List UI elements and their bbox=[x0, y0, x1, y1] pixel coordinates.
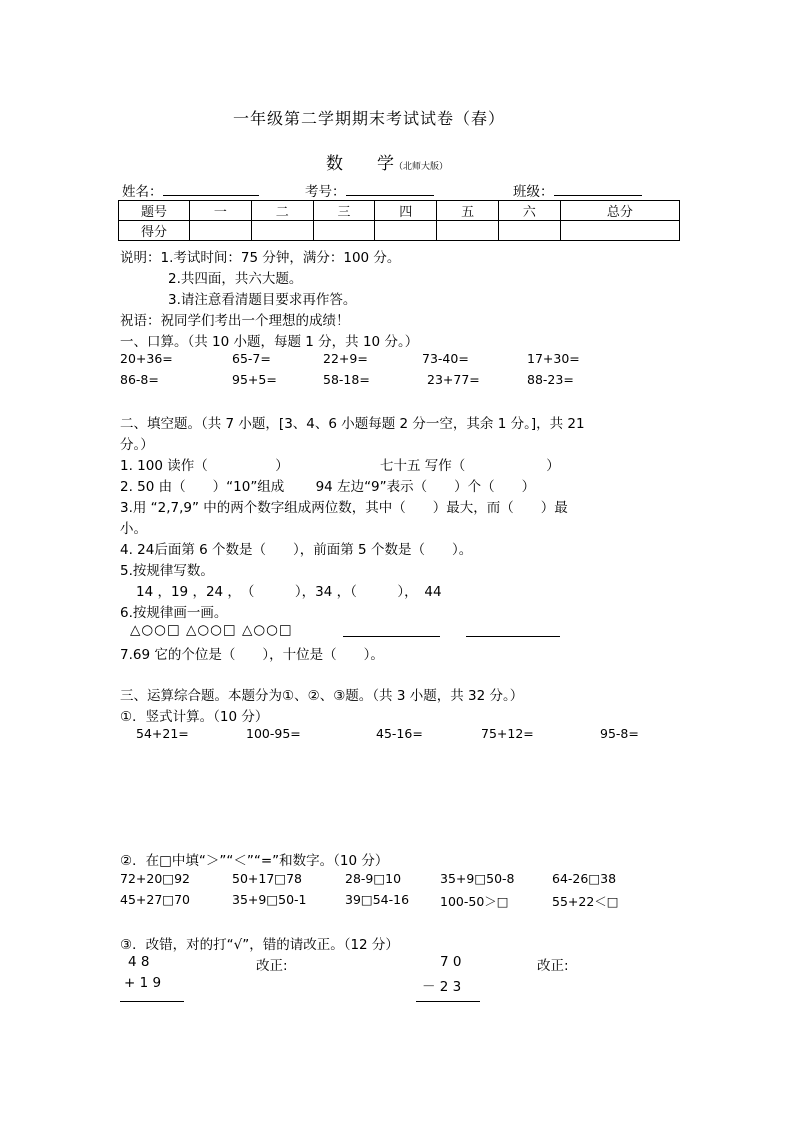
score-table-header-row bbox=[119, 201, 680, 221]
name-label: 姓名： bbox=[122, 184, 163, 200]
question-5-sequence: 14 ，19 ，24 ， （ ），34 ，（ ）， 44 bbox=[136, 584, 442, 600]
name-field bbox=[122, 180, 259, 200]
score-input-cell[interactable] bbox=[190, 221, 252, 241]
class-label: 班级： bbox=[513, 184, 554, 200]
oral-item: 17+30= bbox=[527, 351, 580, 366]
question-4: 4. 24后面第 6 个数是（ ），前面第 5 个数是（ ）。 bbox=[120, 542, 473, 558]
score-input-cell[interactable] bbox=[375, 221, 437, 241]
question-6-pattern: △○○□ △○○□ △○○□ bbox=[130, 622, 293, 638]
score-input-cell[interactable] bbox=[313, 221, 375, 241]
score-cell: 总分 bbox=[560, 201, 679, 221]
oral-item: 65-7= bbox=[232, 351, 271, 366]
score-row-label: 得分 bbox=[119, 221, 190, 241]
correction-2-fix-label: 改正: bbox=[537, 958, 569, 974]
question-5: 5.按规律写数。 bbox=[120, 563, 214, 579]
correction-2-bottom: － 2 3 bbox=[422, 979, 462, 995]
notes-line-2: 2.共四面，共六大题。 bbox=[168, 271, 303, 287]
section2-heading-cont: 分。） bbox=[120, 437, 154, 453]
id-field bbox=[305, 180, 434, 200]
compare-item: 100-50＞□ bbox=[440, 894, 509, 909]
compare-item: 35+9□50-8 bbox=[440, 871, 515, 886]
pattern-answer-line[interactable] bbox=[466, 636, 560, 637]
correction-1-top: 4 8 bbox=[128, 954, 150, 970]
score-input-cell[interactable] bbox=[498, 221, 560, 241]
compare-item: 28-9□10 bbox=[345, 871, 402, 886]
exam-title: 一年级第二学期期末考试试卷（春） bbox=[233, 109, 506, 128]
oral-item: 88-23= bbox=[527, 372, 574, 387]
subject-title bbox=[326, 149, 448, 174]
score-cell: 二 bbox=[251, 201, 313, 221]
score-input-cell[interactable] bbox=[251, 221, 313, 241]
question-1b: 七十五 写作（ ） bbox=[380, 458, 560, 474]
edition-label: （北师大版） bbox=[394, 162, 449, 172]
part3-heading: ③．改错，对的打“√”，错的请改正。（12 分） bbox=[120, 937, 399, 953]
oral-item: 23+77= bbox=[427, 372, 480, 387]
compare-item: 50+17□78 bbox=[232, 871, 303, 886]
question-6: 6.按规律画一画。 bbox=[120, 605, 228, 621]
id-blank[interactable] bbox=[346, 181, 434, 196]
oral-item: 20+36= bbox=[120, 351, 173, 366]
correction-2-underline bbox=[416, 1001, 480, 1002]
score-cell: 五 bbox=[437, 201, 499, 221]
score-cell: 三 bbox=[313, 201, 375, 221]
subject-name: 数 学 bbox=[326, 154, 394, 174]
oral-item: 22+9= bbox=[323, 351, 368, 366]
compare-item: 55+22＜□ bbox=[552, 894, 619, 909]
oral-item: 58-18= bbox=[323, 372, 370, 387]
correction-1-fix-label: 改正: bbox=[256, 958, 288, 974]
score-input-cell[interactable] bbox=[437, 221, 499, 241]
correction-1-underline bbox=[120, 1001, 184, 1002]
compare-item: 64-26□38 bbox=[552, 871, 617, 886]
question-7: 7.69 它的个位是（ ），十位是（ ）。 bbox=[120, 647, 384, 663]
compare-item: 35+9□50-1 bbox=[232, 892, 307, 907]
oral-item: 86-8= bbox=[120, 372, 159, 387]
compare-item: 72+20□92 bbox=[120, 871, 191, 886]
compare-item: 45+27□70 bbox=[120, 892, 191, 907]
score-cell: 四 bbox=[375, 201, 437, 221]
vertical-calc-item: 54+21= bbox=[136, 726, 189, 741]
id-label: 考号： bbox=[305, 184, 346, 200]
section2-heading: 二、填空题。（共 7 小题，[3、4、6 小题每题 2 分一空，其余 1 分。]，共 21 bbox=[120, 416, 585, 432]
class-field bbox=[513, 180, 642, 200]
section1-heading: 一、口算。（共 10 小题，每题 1 分，共 10 分。） bbox=[120, 334, 419, 350]
score-cell: 一 bbox=[190, 201, 252, 221]
score-input-cell[interactable] bbox=[560, 221, 679, 241]
question-3-cont: 小。 bbox=[120, 521, 147, 537]
correction-2-top: 7 0 bbox=[440, 954, 462, 970]
notes-line-3: 3.请注意看清题目要求再作答。 bbox=[168, 292, 357, 308]
class-blank[interactable] bbox=[554, 181, 642, 196]
compare-item: 39□54-16 bbox=[345, 892, 410, 907]
section3-heading: 三、运算综合题。本题分为①、②、③题。（共 3 小题，共 32 分。） bbox=[120, 688, 524, 704]
vertical-calc-item: 100-95= bbox=[246, 726, 301, 741]
part1-heading: ①．竖式计算。（10 分） bbox=[120, 709, 269, 725]
vertical-calc-item: 75+12= bbox=[481, 726, 534, 741]
name-blank[interactable] bbox=[163, 181, 259, 196]
correction-1-bottom: + 1 9 bbox=[124, 975, 162, 991]
question-2: 2. 50 由（ ）“10”组成 94 左边“9”表示（ ）个（ ） bbox=[120, 479, 536, 495]
notes-line-1: 说明：1.考试时间：75 分钟，满分：100 分。 bbox=[120, 250, 401, 266]
score-cell: 题号 bbox=[119, 201, 190, 221]
pattern-answer-line[interactable] bbox=[343, 636, 440, 637]
vertical-calc-item: 45-16= bbox=[376, 726, 423, 741]
vertical-calc-item: 95-8= bbox=[600, 726, 639, 741]
wish-line: 祝语：祝同学们考出一个理想的成绩！ bbox=[120, 313, 350, 329]
score-table-score-row bbox=[119, 221, 680, 241]
score-table bbox=[118, 200, 680, 241]
oral-item: 95+5= bbox=[232, 372, 277, 387]
oral-item: 73-40= bbox=[422, 351, 469, 366]
question-1a: 1. 100 读作（ ） bbox=[120, 458, 289, 474]
question-3: 3.用 “2,7,9” 中的两个数字组成两位数，其中（ ）最大，而（ ）最 bbox=[120, 500, 568, 516]
part2-heading: ②．在□中填“＞”“＜”“=”和数字。（10 分） bbox=[120, 853, 389, 869]
score-cell: 六 bbox=[498, 201, 560, 221]
